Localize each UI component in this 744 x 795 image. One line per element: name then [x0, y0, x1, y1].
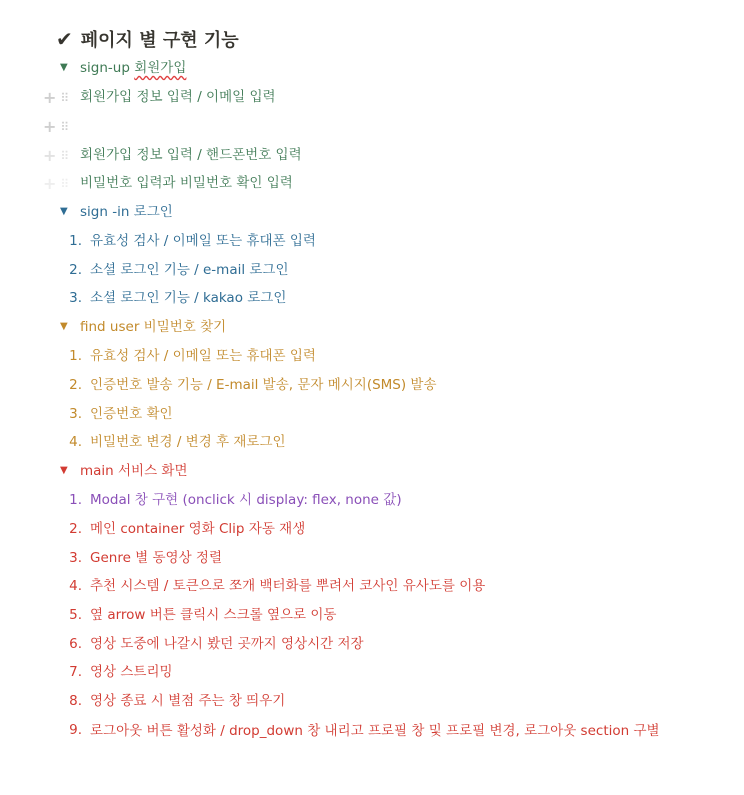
- list-number: 1.: [69, 492, 82, 508]
- finduser-label: find user 비밀번호 찾기: [80, 319, 227, 335]
- list-item-text: 비밀번호 변경 / 변경 후 재로그인: [90, 434, 286, 450]
- list-item[interactable]: [60, 634, 364, 654]
- list-item[interactable]: [60, 691, 285, 711]
- block-handles[interactable]: [43, 88, 68, 107]
- page-title-text: 페이지 별 구현 기능: [80, 30, 239, 51]
- toggle-signup[interactable]: [56, 58, 186, 78]
- list-item[interactable]: [60, 231, 316, 251]
- list-item[interactable]: [60, 490, 402, 510]
- list-item-text: 소셜 로그인 기능 / e-mail 로그인: [90, 262, 289, 278]
- drag-handle-icon[interactable]: ⠿: [60, 148, 69, 163]
- block-handles[interactable]: [43, 146, 68, 165]
- list-item-text: 유효성 검사 / 이메일 또는 휴대폰 입력: [90, 233, 316, 249]
- list-item[interactable]: [60, 662, 173, 682]
- list-number: 6.: [69, 636, 82, 652]
- drag-handle-icon[interactable]: ⠿: [60, 176, 69, 191]
- plus-icon[interactable]: +: [43, 174, 57, 193]
- block-handles[interactable]: [43, 117, 68, 136]
- list-item[interactable]: [60, 576, 485, 596]
- list-item[interactable]: [60, 605, 336, 625]
- list-item-text: 소셜 로그인 기능 / kakao 로그인: [90, 290, 287, 306]
- list-number: 4.: [69, 434, 82, 450]
- list-number: 2.: [69, 521, 82, 537]
- signup-item-text: 회원가입 정보 입력 / 핸드폰번호 입력: [80, 147, 302, 163]
- triangle-down-icon[interactable]: ▼: [60, 465, 68, 476]
- list-number: 1.: [69, 348, 82, 364]
- main-label: main 서비스 화면: [80, 463, 188, 479]
- triangle-down-icon[interactable]: ▼: [60, 206, 68, 217]
- list-item-text: 옆 arrow 버튼 클릭시 스크롤 옆으로 이동: [90, 607, 337, 623]
- page-title: [56, 26, 239, 52]
- list-item[interactable]: [60, 346, 316, 366]
- block-handles[interactable]: [43, 174, 68, 193]
- list-number: 2.: [69, 262, 82, 278]
- list-item-text: Modal 창 구현 (onclick 시 display: flex, none 값): [90, 492, 402, 508]
- list-number: 9.: [69, 722, 82, 738]
- toggle-finduser[interactable]: [56, 317, 226, 337]
- list-number: 3.: [69, 290, 82, 306]
- list-number: 3.: [69, 550, 82, 566]
- plus-icon[interactable]: +: [43, 146, 57, 165]
- list-item-text: 추천 시스템 / 토큰으로 쪼개 백터화를 뿌려서 코사인 유사도를 이용: [90, 578, 486, 594]
- list-item[interactable]: [60, 375, 437, 395]
- triangle-down-icon[interactable]: ▼: [60, 62, 68, 73]
- list-item[interactable]: [60, 260, 289, 280]
- list-number: 8.: [69, 693, 82, 709]
- list-number: 4.: [69, 578, 82, 594]
- plus-icon[interactable]: +: [43, 117, 57, 136]
- signup-label-ko: 회원가입: [134, 60, 187, 76]
- list-item-text: 영상 도중에 나갈시 봤던 곳까지 영상시간 저장: [90, 636, 364, 652]
- list-number: 5.: [69, 607, 82, 623]
- signin-label: sign -in 로그인: [80, 204, 173, 220]
- drag-handle-icon[interactable]: ⠿: [60, 119, 69, 134]
- list-item-text: 유효성 검사 / 이메일 또는 휴대폰 입력: [90, 348, 316, 364]
- toggle-main[interactable]: [56, 461, 188, 481]
- triangle-down-icon[interactable]: ▼: [60, 321, 68, 332]
- toggle-signin[interactable]: [56, 202, 173, 222]
- checkmark-icon: ✔: [56, 27, 73, 51]
- list-item-text: 로그아웃 버튼 활성화 / drop_down 창 내리고 프로필 창 및 프로필 변경, 로그아웃 section 구별: [90, 723, 660, 739]
- signup-item-text: 비밀번호 입력과 비밀번호 확인 입력: [80, 175, 293, 191]
- plus-icon[interactable]: +: [43, 88, 57, 107]
- list-item-text: 영상 종료 시 별점 주는 창 띄우기: [90, 693, 286, 709]
- list-item[interactable]: [60, 288, 286, 308]
- list-item-text: 인증번호 확인: [90, 406, 173, 422]
- list-item[interactable]: [60, 548, 222, 568]
- list-item[interactable]: [60, 720, 670, 742]
- list-item[interactable]: [60, 404, 173, 424]
- list-number: 1.: [69, 233, 82, 249]
- list-item[interactable]: [80, 145, 302, 165]
- list-number: 3.: [69, 406, 82, 422]
- list-item-text: 인증번호 발송 기능 / E-mail 발송, 문자 메시지(SMS) 발송: [90, 377, 437, 393]
- list-item[interactable]: [60, 519, 305, 539]
- list-number: 7.: [69, 664, 82, 680]
- list-number: 2.: [69, 377, 82, 393]
- list-item-text: Genre 별 동영상 정렬: [90, 550, 223, 566]
- list-item[interactable]: [80, 173, 293, 193]
- list-item[interactable]: [80, 87, 276, 107]
- drag-handle-icon[interactable]: ⠿: [60, 90, 69, 105]
- signup-item-text: 회원가입 정보 입력 / 이메일 입력: [80, 89, 276, 105]
- list-item-text: 메인 container 영화 Clip 자동 재생: [90, 521, 306, 537]
- list-item[interactable]: [60, 432, 286, 452]
- signup-label: sign-up: [80, 60, 130, 76]
- list-item-text: 영상 스트리밍: [90, 664, 173, 680]
